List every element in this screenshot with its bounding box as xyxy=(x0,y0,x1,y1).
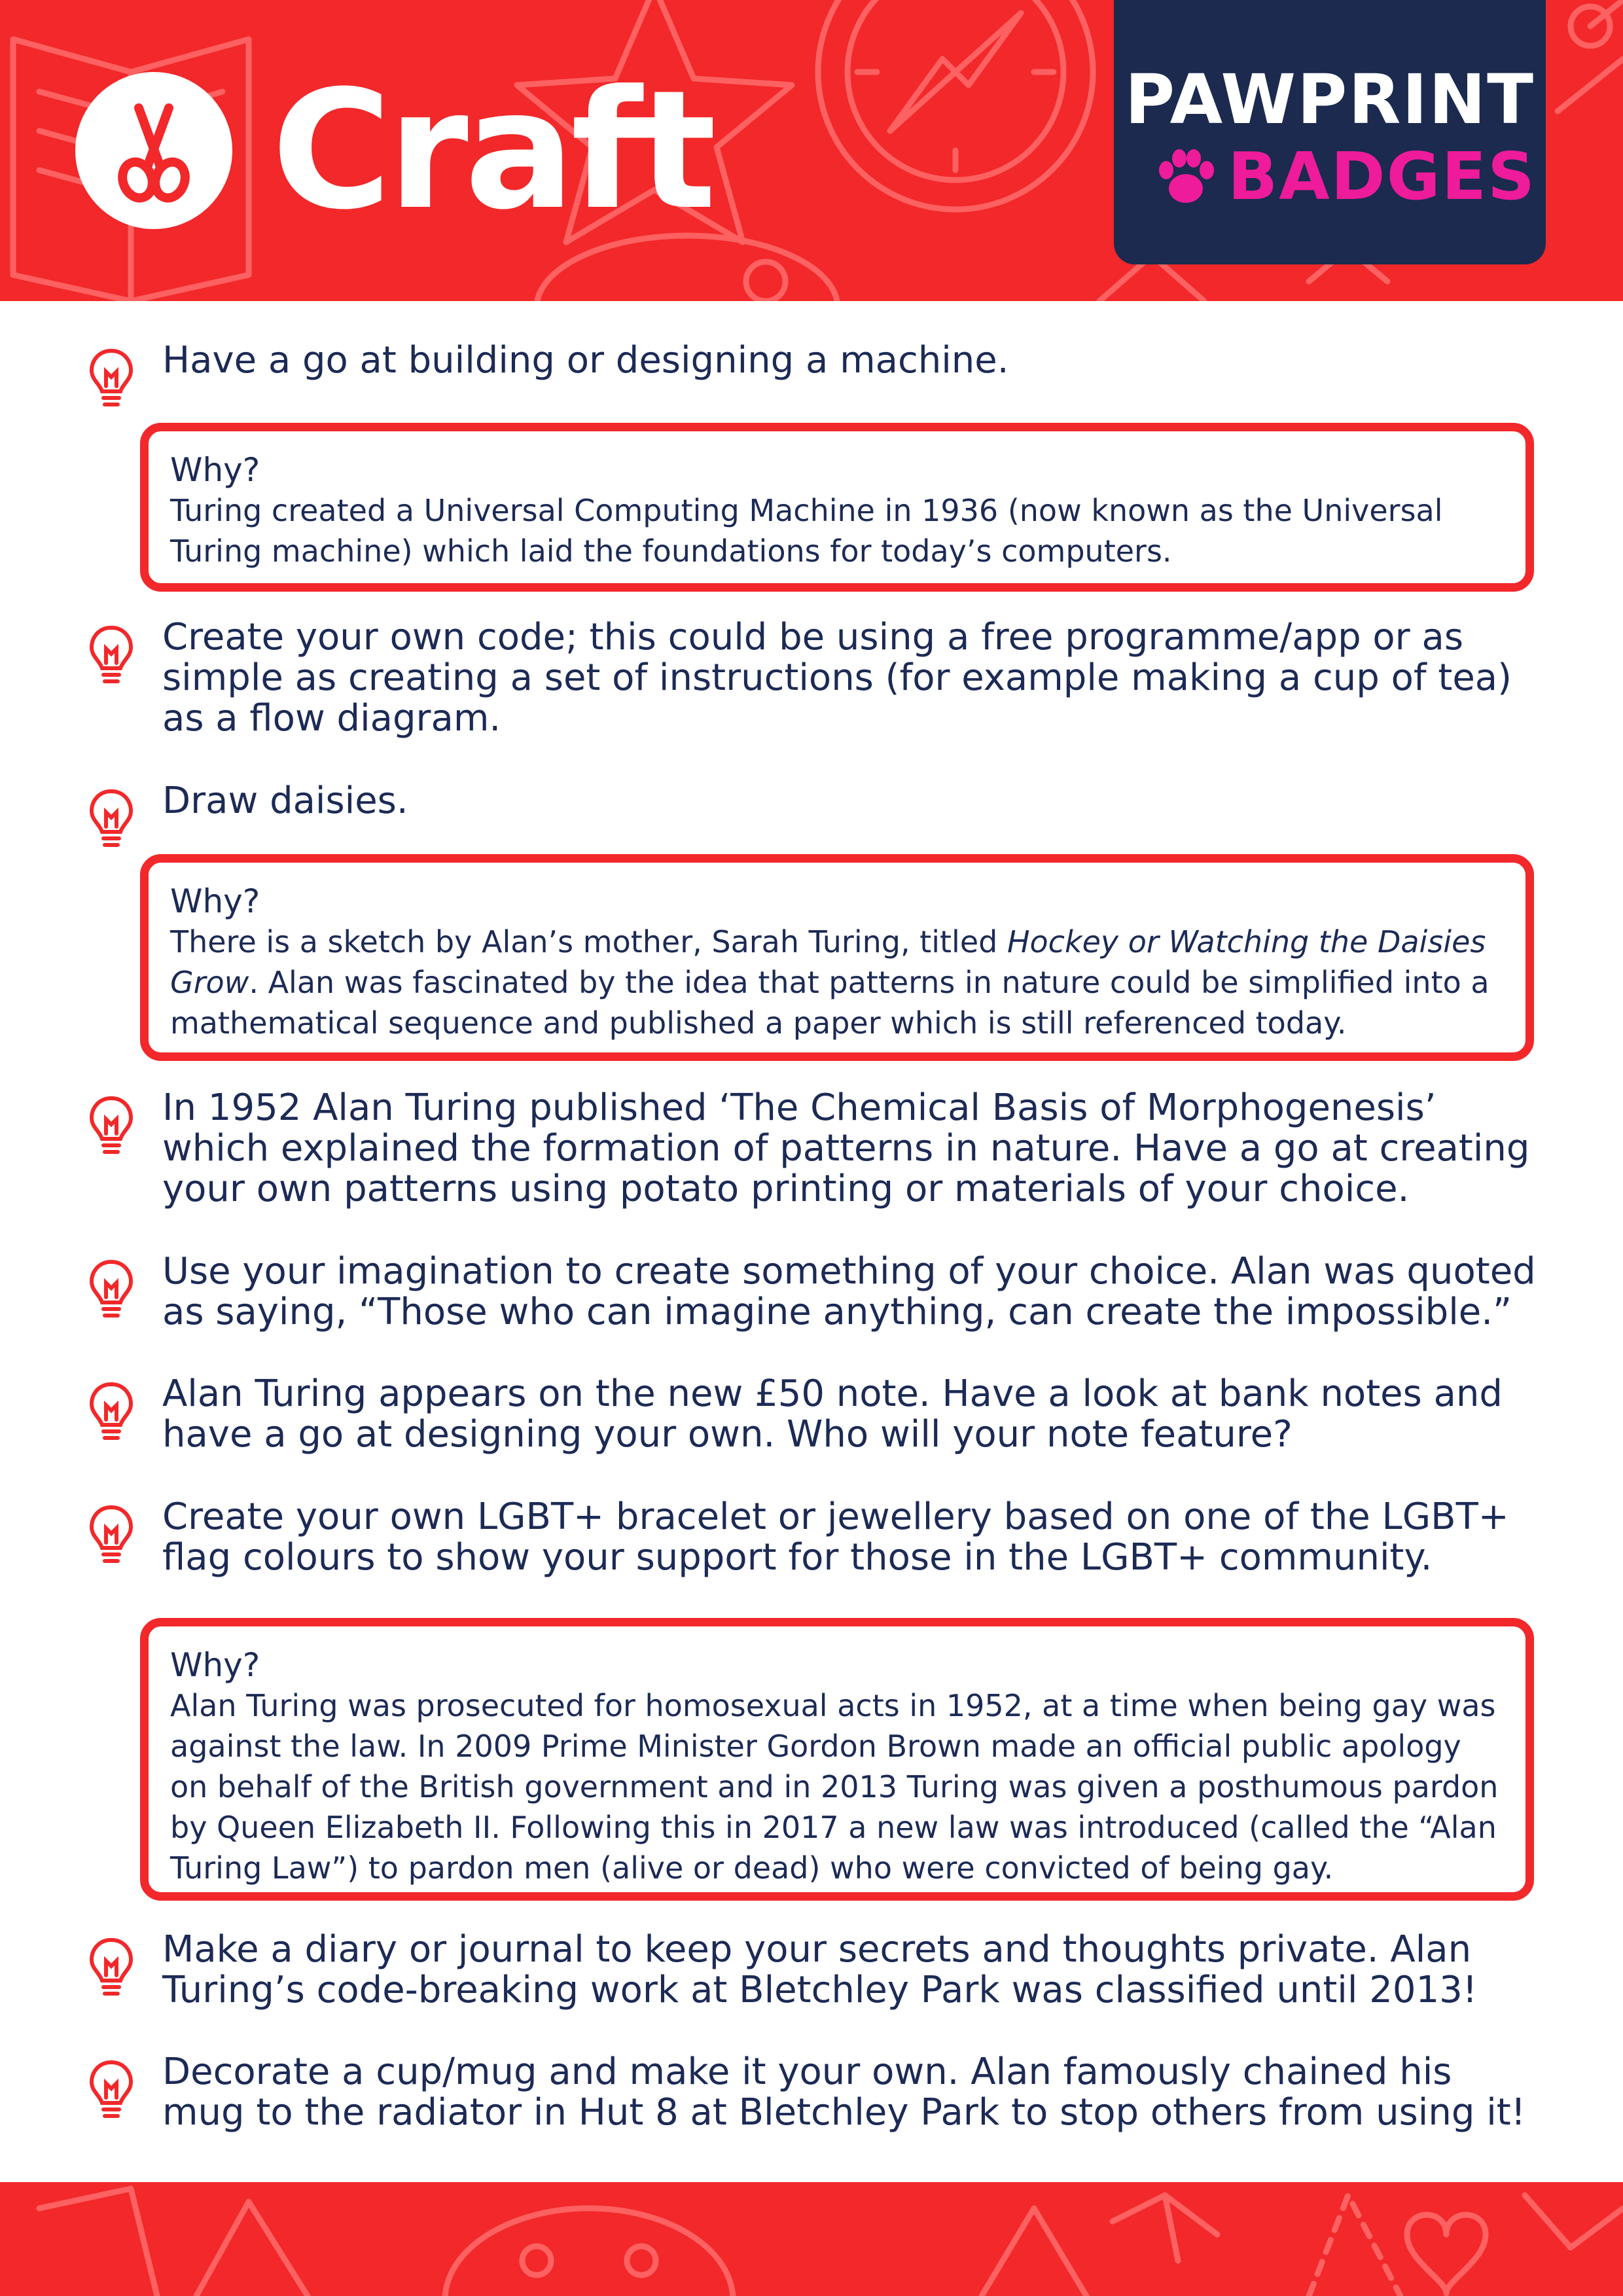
lightbulb-icon xyxy=(85,622,137,688)
item-text: In 1952 Alan Turing published ‘The Chemical Basis of Morphogenesis’ which explained the formation of patterns in nature. Have a go at creating your own patterns using potato printing or materials of your choice. xyxy=(162,1086,1530,1210)
sketch-title: Hockey or Watching the Daisies Grow xyxy=(170,924,1486,1000)
lightbulb-icon xyxy=(85,786,137,852)
item-text: Draw daisies. xyxy=(162,780,408,822)
paw-print-icon xyxy=(1153,144,1219,209)
brand-name-line2-group xyxy=(1153,138,1537,215)
item-text: Create your own code; this could be using a free programme/app or as simple as creating a set of instructions (for example making a cup of tea) as a flow diagram. xyxy=(162,616,1512,740)
why-box xyxy=(140,854,1534,1061)
item-text: Create your own LGBT+ bracelet or jewellery based on one of the LGBT+ flag colours to show your support for those in the LGBT+ community. xyxy=(162,1496,1509,1579)
why-text: Alan Turing was prosecuted for homosexual acts in 1952, at a time when being gay was against the law. In 2009 Prime Minister Gordon Brown made an official public apology on behalf of the British government and in 2013 Turing was given a posthumous pardon by Queen Elizabeth II. Following this in 2017 a new law was introduced (called the “Alan Turing Law”) to pardon men (alive or dead) who were convicted of being gay. xyxy=(170,1688,1499,1886)
why-heading: Why? xyxy=(170,451,260,489)
footer-doodle-pattern xyxy=(0,2182,1623,2296)
item-text: Use your imagination to create something of your choice. Alan was quoted as saying, “Those who can imagine anything, can create the impossible.” xyxy=(162,1250,1536,1333)
title-group xyxy=(75,55,713,245)
header-banner xyxy=(0,0,1623,301)
lightbulb-icon xyxy=(85,1502,137,1568)
lightbulb-icon xyxy=(85,1257,137,1322)
item-text: Alan Turing appears on the new £50 note. Have a look at bank notes and have a go at designing your own. Who will your note feature? xyxy=(162,1372,1503,1456)
why-text xyxy=(170,922,1505,1043)
page-title: Craft xyxy=(272,55,713,245)
scissors-icon xyxy=(98,95,209,206)
item-text: Decorate a cup/mug and make it your own. Alan famously chained his mug to the radiator in Hut 8 at Bletchley Park to stop others from using it! xyxy=(162,2051,1526,2134)
lightbulb-icon xyxy=(85,1935,137,2000)
why-heading: Why? xyxy=(170,882,260,920)
why-text-part: . Alan was fascinated by the idea that patterns in nature could be simplified into a mathematical sequence and published a paper which is still referenced today. xyxy=(170,965,1489,1041)
why-box xyxy=(140,423,1534,592)
brand-name-line1: PAWPRINT xyxy=(1124,60,1535,139)
why-text: Turing created a Universal Computing Machine in 1936 (now known as the Universal Turing machine) which laid the foundations for today’s computers. xyxy=(170,493,1443,569)
lightbulb-icon xyxy=(85,1379,137,1444)
why-box xyxy=(140,1618,1534,1901)
lightbulb-icon xyxy=(85,346,137,411)
brand-logo-panel xyxy=(1114,0,1546,264)
brand-name-badges: BADGES xyxy=(1228,138,1537,215)
lightbulb-icon xyxy=(85,1093,137,1158)
why-heading: Why? xyxy=(170,1646,260,1684)
item-text: Make a diary or journal to keep your secrets and thoughts private. Alan Turing’s code-breaking work at Bletchley Park was classified until 2013! xyxy=(162,1928,1478,2011)
why-text-part: There is a sketch by Alan’s mother, Sarah Turing, titled xyxy=(170,924,1007,960)
scissors-badge xyxy=(75,72,232,229)
footer-banner xyxy=(0,2182,1623,2296)
item-text: Have a go at building or designing a machine. xyxy=(162,339,1009,382)
lightbulb-icon xyxy=(85,2057,137,2123)
